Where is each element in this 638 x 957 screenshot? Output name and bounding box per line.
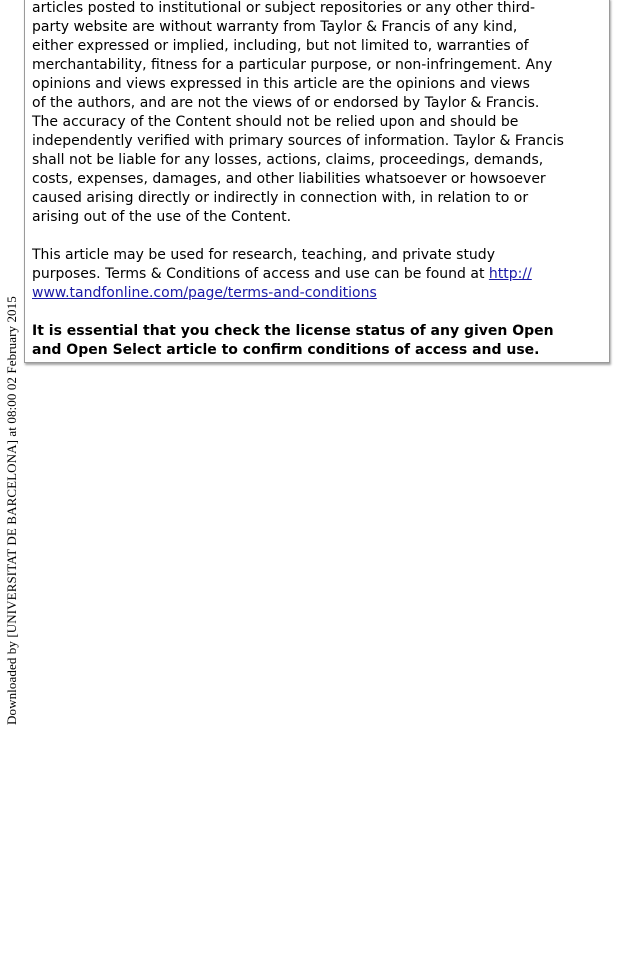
license-line: and Open Select article to confirm conditions of access and use. [32, 342, 540, 358]
download-stamp: Downloaded by [UNIVERSITAT DE BARCELONA] at 08:00 02 February 2015 [4, 296, 19, 725]
paragraph-spacer [32, 227, 598, 246]
license-line: It is essential that you check the license status of any given Open [32, 323, 554, 339]
disclaimer-line: opinions and views expressed in this article are the opinions and views [32, 76, 530, 92]
disclaimer-line: caused arising directly or indirectly in connection with, in relation to or [32, 190, 529, 206]
usage-paragraph [32, 246, 598, 303]
disclaimer-line: arising out of the use of the Content. [32, 209, 292, 225]
disclaimer-line: either expressed or implied, including, but not limited to, warranties of [32, 38, 529, 54]
disclaimer-line: articles posted to institutional or subject repositories or any other third- [32, 0, 536, 16]
license-paragraph [32, 322, 598, 360]
terms-link-url[interactable]: www.tandfonline.com/page/terms-and-conditions [32, 285, 377, 301]
disclaimer-line: costs, expenses, damages, and other liabilities whatsoever or howsoever [32, 171, 546, 187]
disclaimer-box [24, 0, 610, 363]
paragraph-spacer [32, 303, 598, 322]
usage-line [32, 265, 598, 284]
disclaimer-line: party website are without warranty from Taylor & Francis of any kind, [32, 19, 518, 35]
terms-link-start[interactable]: http:// [488, 266, 532, 282]
usage-line-text: purposes. Terms & Conditions of access and use can be found at [32, 266, 489, 282]
disclaimer-line: shall not be liable for any losses, actions, claims, proceedings, demands, [32, 152, 544, 168]
usage-line [32, 284, 598, 303]
disclaimer-line: merchantability, fitness for a particular purpose, or non-infringement. Any [32, 57, 553, 73]
disclaimer-paragraph [32, 0, 598, 227]
disclaimer-content [32, 0, 598, 360]
disclaimer-line: independently verified with primary sources of information. Taylor & Francis [32, 133, 564, 149]
disclaimer-line: of the authors, and are not the views of or endorsed by Taylor & Francis. [32, 95, 540, 111]
usage-line: This article may be used for research, teaching, and private study [32, 247, 495, 263]
disclaimer-line: The accuracy of the Content should not be relied upon and should be [32, 114, 519, 130]
